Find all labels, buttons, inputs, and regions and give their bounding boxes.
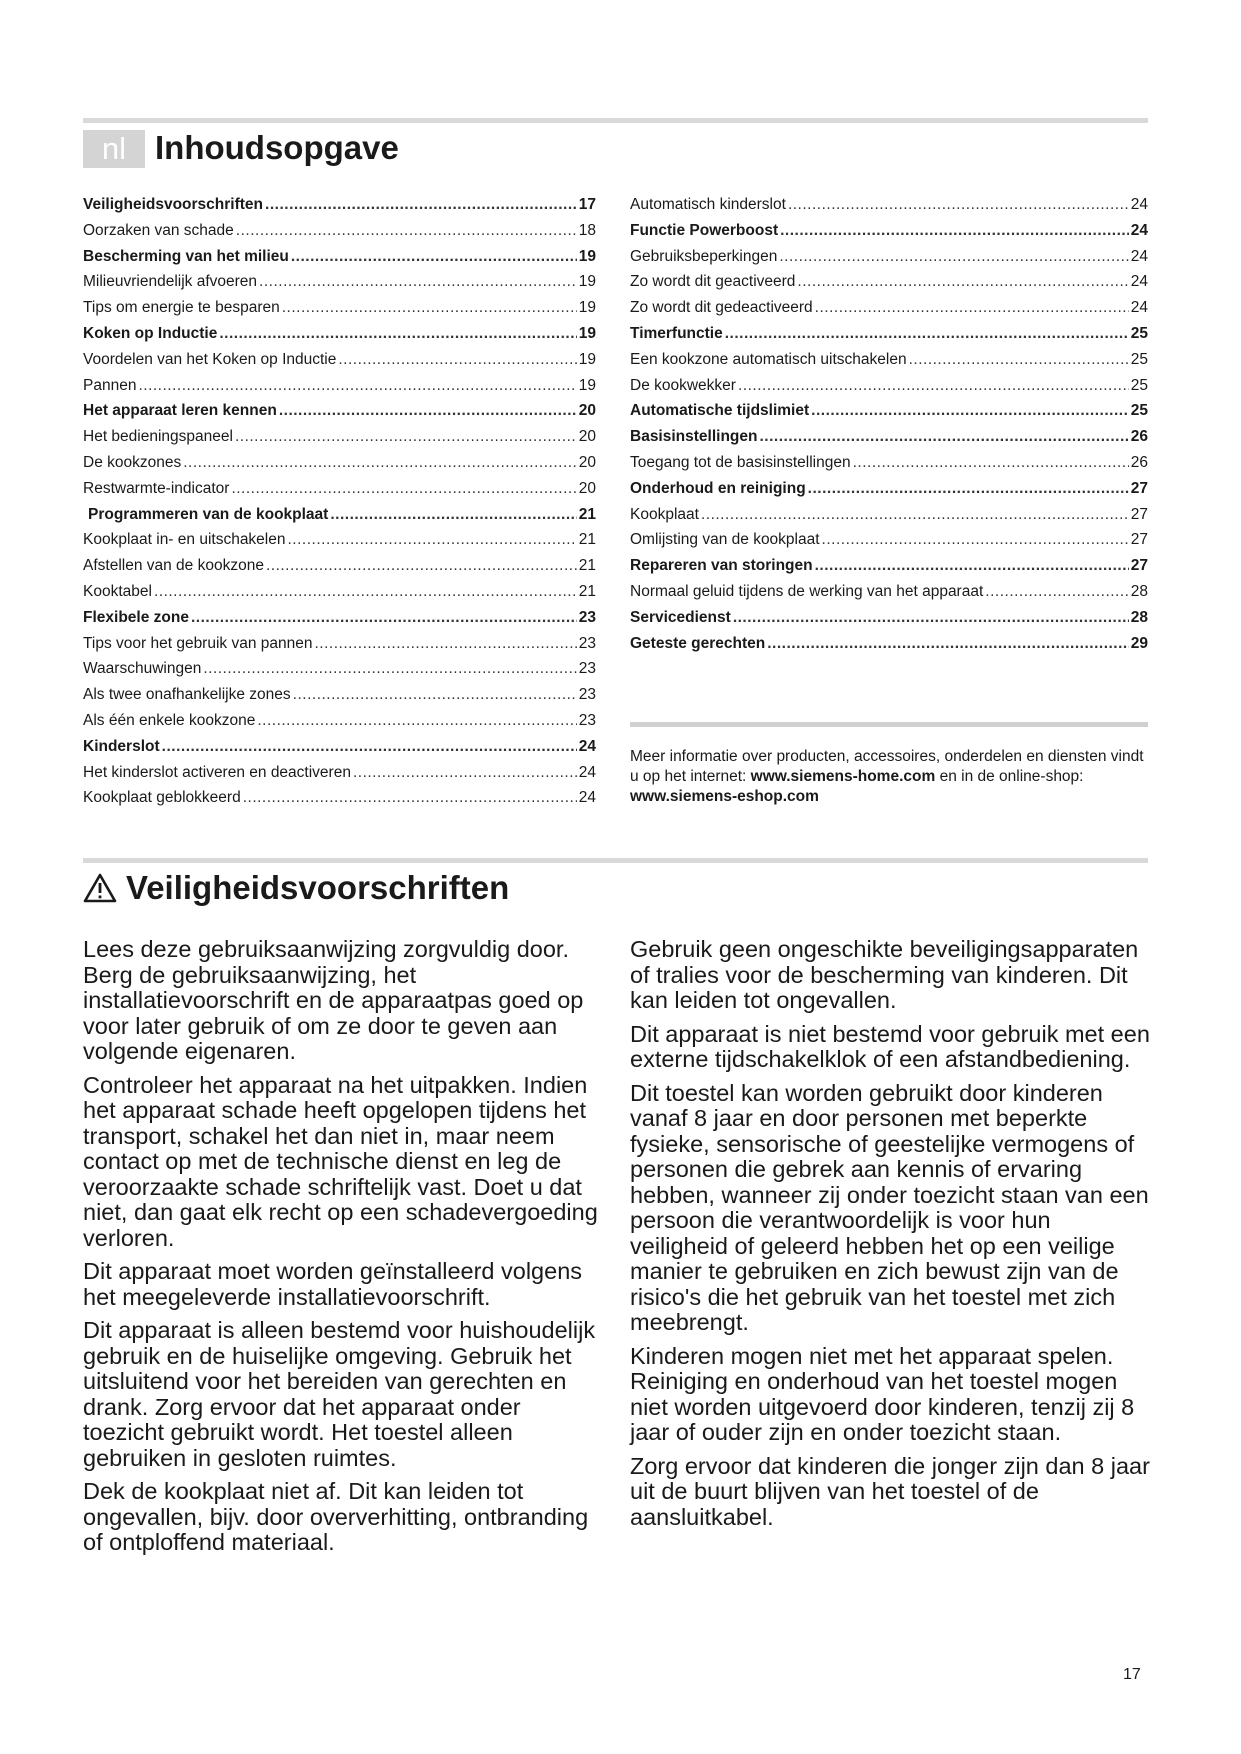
toc-entry-page: 25 <box>1130 376 1148 394</box>
toc-entry[interactable] <box>83 402 596 428</box>
toc-entry-page: 19 <box>578 376 596 394</box>
toc-entry[interactable] <box>83 531 596 557</box>
toc-entry-label: Normaal geluid tijdens de werking van het apparaat <box>630 582 984 600</box>
toc-entry[interactable] <box>83 454 596 480</box>
toc-leader-dots <box>291 248 577 266</box>
safety-paragraph: Dit apparaat moet worden geïnstalleerd volgens het meegeleverde installatievoorschrift. <box>83 1258 583 1310</box>
toc-leader-dots <box>811 402 1129 420</box>
toc-leader-dots <box>231 480 576 498</box>
toc-entry-label: Bescherming van het milieu <box>83 247 289 265</box>
toc-entry-page: 23 <box>578 711 596 729</box>
toc-entry-page: 25 <box>1130 350 1148 368</box>
safety-paragraph: Dit toestel kan worden gebruikt door kinderen vanaf 8 jaar en door personen met beperkte fysieke, sensorische of geestelijke vermogens of personen die gebrek aan kennis of ervaring hebben, wanneer zij onder toezicht staan van een persoon die verantwoordelijk is voor hun veiligheid of geleerd hebben het op een veilige manier te gebruiken en zich bewust zijn van de risico's die het gebruik van het toestel met zich meebrengt. <box>630 1079 1149 1335</box>
toc-left-column <box>83 196 596 815</box>
toc-entry-label: Tips voor het gebruik van pannen <box>83 634 313 652</box>
toc-entry-label: Oorzaken van schade <box>83 221 234 239</box>
toc-entry-page: 24 <box>1130 273 1148 291</box>
toc-entry-page: 17 <box>578 196 596 213</box>
toc-leader-dots <box>779 248 1128 266</box>
safety-title: Veiligheidsvoorschriften <box>126 869 510 906</box>
toc-leader-dots <box>815 557 1129 575</box>
safety-paragraph: Lees deze gebruiksaanwijzing zorgvuldig door. Berg de gebruiksaanwijzing, het installatievoorschrift en de apparaatpas goed op voor later gebruik of om ze door te geven aan volgende eigenaren. <box>83 936 584 1064</box>
toc-leader-dots <box>279 402 577 420</box>
toc-entry[interactable] <box>83 299 596 325</box>
toc-leader-dots <box>330 506 576 524</box>
toc-leader-dots <box>315 635 577 653</box>
toc-leader-dots <box>353 764 577 782</box>
toc-leader-dots <box>265 196 577 214</box>
toc-entry[interactable] <box>83 583 596 609</box>
toc-entry-page: 28 <box>1130 582 1148 600</box>
info-text-1: Meer informatie over producten, accessoires, onderdelen en diensten vindt u op het internet: <box>630 748 1144 785</box>
toc-leader-dots <box>243 789 577 807</box>
toc-leader-dots <box>219 325 576 343</box>
warning-triangle-icon <box>83 873 117 903</box>
toc-leader-dots <box>235 428 577 446</box>
toc-entry-label: Zo wordt dit geactiveerd <box>630 273 796 291</box>
toc-entry-page: 19 <box>578 324 596 342</box>
page-number: 17 <box>1123 1666 1141 1683</box>
toc-leader-dots <box>780 222 1129 240</box>
toc-leader-dots <box>338 351 576 369</box>
toc-entry[interactable] <box>83 712 596 738</box>
toc-leader-dots <box>815 299 1129 317</box>
toc-leader-dots <box>725 325 1129 343</box>
toc-entry-label: Kooktabel <box>83 582 152 600</box>
toc-entry[interactable] <box>83 273 596 299</box>
toc-entry-page: 21 <box>578 557 596 575</box>
toc-entry[interactable] <box>630 609 1148 635</box>
toc-entry[interactable] <box>83 764 596 790</box>
toc-leader-dots <box>701 506 1129 524</box>
toc-entry-page: 24 <box>1130 196 1148 213</box>
toc-entry[interactable] <box>83 428 596 454</box>
toc-entry-page: 24 <box>1130 221 1148 239</box>
toc-entry[interactable] <box>630 377 1148 403</box>
toc-entry-page: 20 <box>578 402 596 420</box>
toc-leader-dots <box>733 609 1129 627</box>
toc-entry[interactable] <box>630 506 1148 532</box>
toc-leader-dots <box>738 377 1129 395</box>
toc-entry-page: 19 <box>578 247 596 265</box>
toc-entry[interactable] <box>630 531 1148 557</box>
toc-entry[interactable] <box>630 402 1148 428</box>
toc-entry[interactable] <box>83 660 596 686</box>
toc-entry-page: 27 <box>1130 531 1148 549</box>
toc-entry-label: Als één enkele kookzone <box>83 711 256 729</box>
toc-leader-dots <box>808 480 1129 498</box>
toc-entry-label: Afstellen van de kookzone <box>83 557 264 575</box>
toc-entry-label: Omlijsting van de kookplaat <box>630 531 820 549</box>
toc-entry-label: Repareren van storingen <box>630 557 813 575</box>
toc-entry-page: 20 <box>578 453 596 471</box>
toc-entry-label: De kookwekker <box>630 376 736 394</box>
info-text-2: en in de online-shop: <box>935 768 1084 785</box>
toc-entry-page: 27 <box>1130 505 1148 523</box>
toc-entry-label: Pannen <box>83 376 137 394</box>
toc-entry[interactable] <box>83 686 596 712</box>
toc-leader-dots <box>138 377 576 395</box>
toc-entry-page: 23 <box>578 660 596 678</box>
toc-entry-label: Kookplaat in- en uitschakelen <box>83 531 286 549</box>
toc-leader-dots <box>759 428 1128 446</box>
toc-entry-label: De kookzones <box>83 453 182 471</box>
toc-entry-label: Kinderslot <box>83 737 160 755</box>
toc-leader-dots <box>259 273 577 291</box>
toc-entry-label: Milieuvriendelijk afvoeren <box>83 273 258 291</box>
toc-entry-page: 19 <box>578 299 596 317</box>
toc-entry-label: Restwarmte-indicator <box>83 479 230 497</box>
toc-entry-page: 26 <box>1130 453 1148 471</box>
toc-leader-dots <box>293 686 577 704</box>
info-rule <box>630 722 1148 727</box>
toc-entry[interactable] <box>630 454 1148 480</box>
toc-entry[interactable] <box>630 325 1148 351</box>
toc-entry-page: 27 <box>1130 557 1148 575</box>
toc-entry[interactable] <box>83 609 596 635</box>
toc-entry-page: 26 <box>1130 428 1148 446</box>
safety-right-column <box>630 937 1150 1538</box>
website-link[interactable]: www.siemens-home.com <box>750 768 936 785</box>
toc-entry-label: Een kookzone automatisch uitschakelen <box>630 350 907 368</box>
toc-leader-dots <box>288 531 577 549</box>
toc-entry-page: 24 <box>578 737 596 755</box>
safety-left-column <box>83 937 603 1564</box>
toc-entry[interactable] <box>630 480 1148 506</box>
toc-entry-label: Geteste gerechten <box>630 634 766 652</box>
toc-entry-label: Kookplaat geblokkeerd <box>83 789 241 807</box>
toc-entry-page: 21 <box>578 531 596 549</box>
toc-entry-label: Zo wordt dit gedeactiveerd <box>630 299 813 317</box>
toc-entry-page: 23 <box>578 608 596 626</box>
toc-entry[interactable] <box>83 789 596 815</box>
safety-paragraph: Zorg ervoor dat kinderen die jonger zijn dan 8 jaar uit de buurt blijven van het toestel of de aansluitkabel. <box>630 1452 1150 1530</box>
safety-paragraph: Gebruik geen ongeschikte beveiligingsapparaten of tralies voor de bescherming van kinderen. Dit kan leiden tot ongevallen. <box>630 936 1139 1013</box>
toc-entry-page: 25 <box>1130 324 1148 342</box>
toc-leader-dots <box>767 635 1129 653</box>
toc-leader-dots <box>853 454 1129 472</box>
toc-entry-label: Koken op Inductie <box>83 324 218 342</box>
toc-entry-page: 19 <box>578 350 596 368</box>
toc-leader-dots <box>162 738 577 756</box>
toc-entry[interactable] <box>83 325 596 351</box>
toc-entry-page: 24 <box>578 763 596 781</box>
safety-paragraph: Controleer het apparaat na het uitpakken. Indien het apparaat schade heeft opgelopen tijdens het transport, schakel het dan niet in, maar neem contact op met de technische dienst en leg de veroorzaakte schade schriftelijk vast. Doet u dat niet, dan gaat elk recht op een schadevergoeding verloren. <box>83 1071 598 1251</box>
toc-entry-label: Het kinderslot activeren en deactiveren <box>83 763 351 781</box>
toc-leader-dots <box>822 531 1129 549</box>
toc-entry-label: Timerfunctie <box>630 324 723 342</box>
safety-paragraph: Dek de kookplaat niet af. Dit kan leiden tot ongevallen, bijv. door oververhitting, ontbranding of ontploffend materiaal. <box>83 1478 589 1555</box>
toc-entry-page: 21 <box>578 582 596 600</box>
toc-entry-label: Flexibele zone <box>83 608 189 626</box>
toc-entry[interactable] <box>630 557 1148 583</box>
toc-entry-page: 23 <box>578 686 596 704</box>
language-badge: nl <box>83 130 145 168</box>
toc-entry-page: 20 <box>578 428 596 446</box>
toc-leader-dots <box>191 609 577 627</box>
toc-entry[interactable] <box>630 196 1148 222</box>
toc-entry-page: 20 <box>578 479 596 497</box>
toc-leader-dots <box>236 222 577 240</box>
toc-entry-page: 21 <box>578 505 596 523</box>
toc-entry-page: 28 <box>1130 608 1148 626</box>
safety-paragraph: Dit apparaat is niet bestemd voor gebruik met een externe tijdschakelklok of een afstandbediening. <box>630 1020 1150 1072</box>
toc-entry[interactable] <box>83 480 596 506</box>
toc-entry-label: Servicedienst <box>630 608 731 626</box>
toc-leader-dots <box>985 583 1128 601</box>
toc-entry-label: Het bedieningspaneel <box>83 428 233 446</box>
toc-leader-dots <box>266 557 577 575</box>
toc-top-rule <box>83 118 1148 123</box>
safety-heading <box>83 866 509 910</box>
toc-entry[interactable] <box>83 248 596 274</box>
toc-leader-dots <box>203 660 576 678</box>
toc-entry-label: Kookplaat <box>630 505 699 523</box>
safety-paragraph: Kinderen mogen niet met het apparaat spelen. Reiniging en onderhoud van het toestel mogen niet worden uitgevoerd door kinderen, tenzij zij 8 jaar of ouder zijn en onder toezicht staan. <box>630 1342 1135 1445</box>
toc-right-column <box>630 196 1148 660</box>
toc-entry-label: Veiligheidsvoorschriften <box>83 196 264 213</box>
toc-entry[interactable] <box>83 377 596 403</box>
toc-entry-label: Tips om energie te besparen <box>83 299 280 317</box>
toc-entry-page: 27 <box>1130 479 1148 497</box>
toc-entry[interactable] <box>630 351 1148 377</box>
toc-entry-label: Onderhoud en reiniging <box>630 479 806 497</box>
toc-entry[interactable] <box>630 273 1148 299</box>
toc-entry[interactable] <box>630 583 1148 609</box>
toc-entry-page: 18 <box>578 221 596 239</box>
toc-entry-label: Als twee onafhankelijke zones <box>83 686 291 704</box>
toc-entry-page: 25 <box>1130 402 1148 420</box>
toc-entry[interactable] <box>630 299 1148 325</box>
toc-entry[interactable] <box>83 557 596 583</box>
toc-leader-dots <box>257 712 576 730</box>
safety-rule <box>83 858 1148 863</box>
toc-entry[interactable] <box>83 196 596 222</box>
toc-entry-page: 23 <box>578 634 596 652</box>
toc-entry-label: Basisinstellingen <box>630 428 758 446</box>
toc-entry[interactable] <box>83 351 596 377</box>
toc-entry-label: Gebruiksbeperkingen <box>630 247 778 265</box>
toc-entry-page: 24 <box>578 789 596 807</box>
toc-title: Inhoudsopgave <box>155 129 399 166</box>
toc-entry-label: Toegang tot de basisinstellingen <box>630 453 851 471</box>
toc-leader-dots <box>183 454 577 472</box>
info-block <box>630 747 1148 807</box>
toc-entry-label: Waarschuwingen <box>83 660 202 678</box>
toc-entry-label: Automatische tijdslimiet <box>630 402 810 420</box>
toc-entry[interactable] <box>630 635 1148 661</box>
toc-entry[interactable] <box>83 738 596 764</box>
toc-entry[interactable] <box>83 222 596 248</box>
toc-entry-label: Programmeren van de kookplaat <box>88 505 329 523</box>
toc-entry-page: 24 <box>1130 247 1148 265</box>
toc-leader-dots <box>154 583 577 601</box>
toc-entry-label: Automatisch kinderslot <box>630 196 786 213</box>
safety-paragraph: Dit apparaat is alleen bestemd voor huishoudelijk gebruik en de huiselijke omgeving. Gebruik het uitsluitend voor het bereiden van gerechten en drank. Zorg ervoor dat het apparaat onder toezicht gebruikt wordt. Het toestel alleen gebruiken in gesloten ruimtes. <box>83 1317 596 1471</box>
toc-entry-page: 24 <box>1130 299 1148 317</box>
eshop-link[interactable]: www.siemens-eshop.com <box>630 788 819 805</box>
toc-entry[interactable] <box>83 506 596 532</box>
toc-entry[interactable] <box>630 428 1148 454</box>
toc-entry[interactable] <box>83 635 596 661</box>
toc-entry[interactable] <box>630 248 1148 274</box>
toc-entry[interactable] <box>630 222 1148 248</box>
toc-entry-label: Het apparaat leren kennen <box>83 402 277 420</box>
toc-entry-page: 29 <box>1130 634 1148 652</box>
toc-leader-dots <box>909 351 1129 369</box>
toc-leader-dots <box>797 273 1128 291</box>
toc-entry-page: 19 <box>578 273 596 291</box>
toc-leader-dots <box>788 196 1129 214</box>
toc-entry-label: Functie Powerboost <box>630 221 779 239</box>
toc-entry-label: Voordelen van het Koken op Inductie <box>83 350 337 368</box>
toc-leader-dots <box>282 299 577 317</box>
